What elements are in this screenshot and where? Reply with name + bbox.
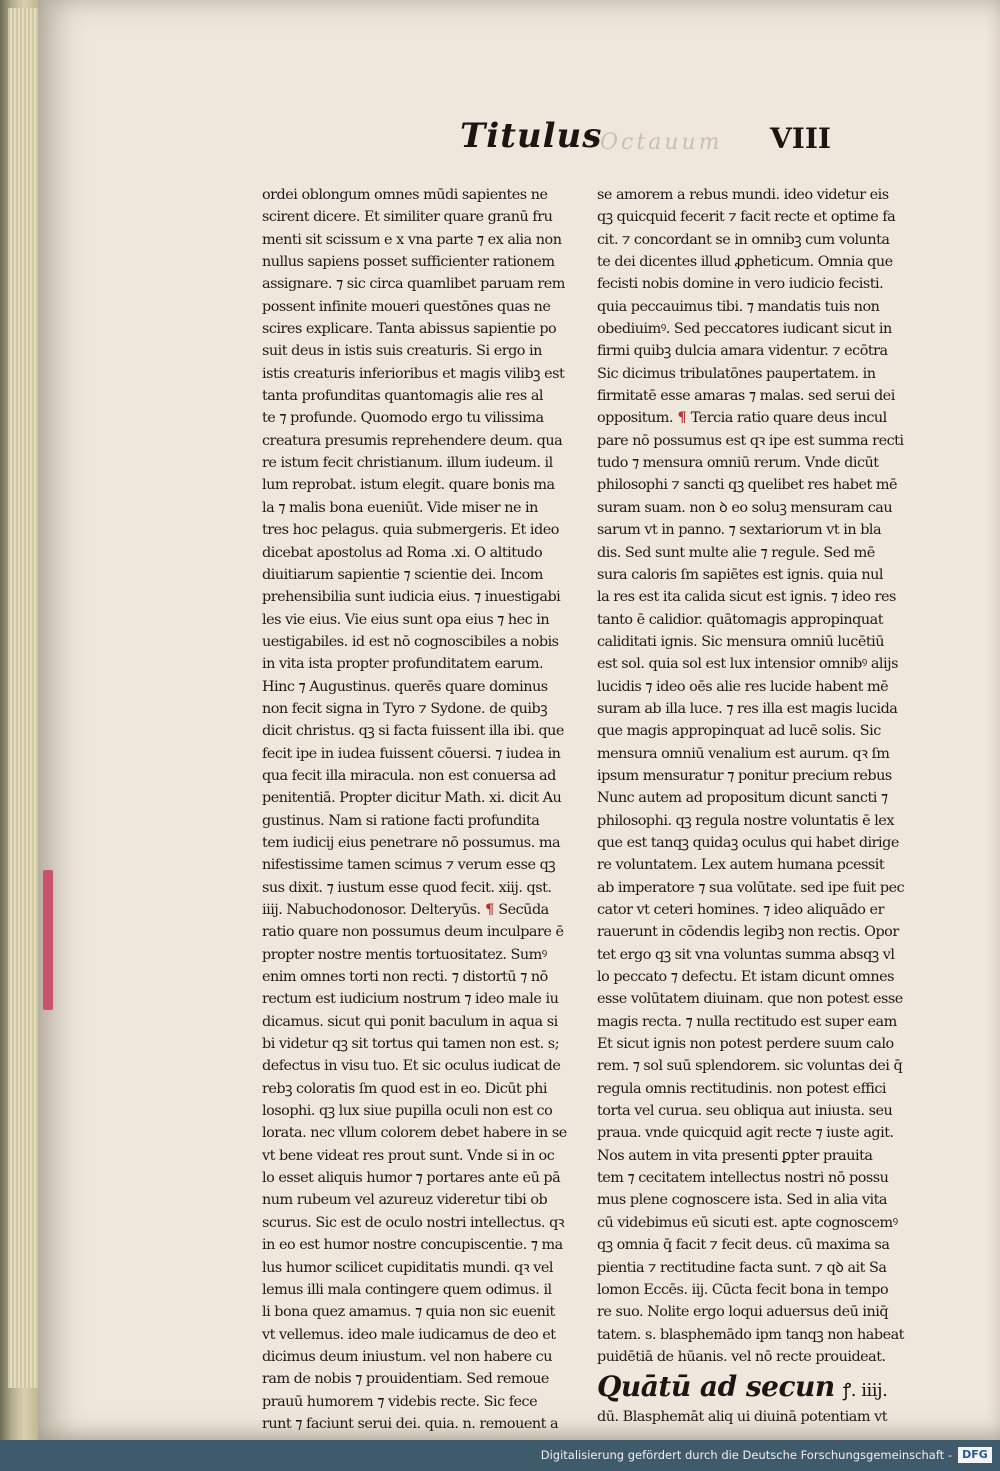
text-line bbox=[262, 787, 572, 809]
text-line bbox=[597, 720, 912, 742]
line-text: vt vellemus. ideo male iudicamus de deo et bbox=[262, 1326, 556, 1343]
line-text: lorata. nec vllum colorem debet habere in se bbox=[262, 1125, 567, 1142]
text-line bbox=[597, 1301, 912, 1323]
text-line bbox=[597, 1406, 912, 1428]
line-text: cū videbimus eū sicuti est. apte cognoscemꝰ bbox=[597, 1214, 898, 1231]
line-text: non fecit signa in Tyro ⁊ Sydone. de quibꝫ bbox=[262, 700, 548, 717]
text-line bbox=[262, 944, 572, 966]
text-line bbox=[597, 519, 912, 541]
text-line bbox=[597, 1011, 912, 1033]
line-text: menti sit scissum e x vna parte ⁊ ex alia non bbox=[262, 231, 562, 248]
line-text: rectum est iudicium nostrum ⁊ ideo male iu bbox=[262, 991, 559, 1008]
text-line bbox=[262, 966, 572, 988]
text-line bbox=[597, 1055, 912, 1077]
text-line bbox=[262, 318, 572, 340]
text-line bbox=[262, 229, 572, 251]
text-line bbox=[262, 1391, 572, 1413]
line-text: vt bene videat res prout sunt. Vnde si in oc bbox=[262, 1147, 555, 1164]
line-text: dicit christus. qꝫ si facta fuissent illa ibi. que bbox=[262, 723, 564, 740]
line-text: ipsum mensuratur ⁊ ponitur precium rebus bbox=[597, 767, 892, 784]
line-text: philosophi ⁊ sancti qꝫ quelibet res habet mē bbox=[597, 477, 897, 494]
line-text: ab imperatore ⁊ sua volūtate. sed ipe fuit pec bbox=[597, 879, 905, 896]
text-line bbox=[262, 430, 572, 452]
text-line bbox=[262, 206, 572, 228]
line-text: lucidis ⁊ ideo oēs alie res lucide habent mē bbox=[597, 678, 889, 695]
text-line bbox=[262, 1189, 572, 1211]
text-line bbox=[597, 1145, 912, 1167]
line-text: dicimus deum iniustum. vel non habere cu bbox=[262, 1348, 553, 1365]
text-line bbox=[262, 1122, 572, 1144]
text-line bbox=[262, 1257, 572, 1279]
text-line bbox=[597, 609, 912, 631]
section-heading: Quātū ad secun bbox=[597, 1370, 835, 1404]
line-text: pientia ⁊ rectitudine facta sunt. ⁊ qꝺ ait Sa bbox=[597, 1259, 887, 1276]
line-text: sus dixit. ⁊ iustum esse quod fecit. xiij. qst. bbox=[262, 879, 552, 896]
line-text: rauerunt in cōdendis legibꝫ non rectis. Opor bbox=[597, 924, 899, 941]
line-text: regula omnis rectitudinis. non potest effici bbox=[597, 1080, 887, 1097]
text-line bbox=[597, 363, 912, 385]
text-line bbox=[262, 765, 572, 787]
line-text: qua fecit illa miracula. non est conuersa ad bbox=[262, 767, 556, 784]
text-line bbox=[597, 966, 912, 988]
text-line bbox=[597, 698, 912, 720]
text-line bbox=[262, 586, 572, 608]
rubric-marker: ¶ bbox=[673, 409, 691, 427]
line-text: tudo ⁊ mensura omniū rerum. Vnde dicūt bbox=[597, 455, 879, 472]
book-edge bbox=[0, 0, 40, 1440]
text-line bbox=[262, 653, 572, 675]
text-line bbox=[597, 1078, 912, 1100]
text-line bbox=[262, 474, 572, 496]
section-heading-line bbox=[597, 1368, 912, 1406]
text-line bbox=[262, 1324, 572, 1346]
line-text: lemus illi mala contingere quem odimus. il bbox=[262, 1281, 552, 1298]
text-line bbox=[597, 407, 912, 429]
line-text: tres hoc pelagus. quia submergeris. Et ideo bbox=[262, 522, 559, 539]
folio-number: VIII bbox=[770, 122, 832, 155]
text-line bbox=[597, 854, 912, 876]
line-text: creatura presumis reprehendere deum. qua bbox=[262, 432, 563, 449]
line-text: cit. ⁊ concordant se in omnibꝫ cum volunta bbox=[597, 231, 890, 248]
text-line bbox=[262, 698, 572, 720]
line-text: sarum vt in panno. ⁊ sextariorum vt in bla bbox=[597, 522, 882, 539]
text-line bbox=[597, 988, 912, 1010]
text-line bbox=[597, 944, 912, 966]
text-line bbox=[597, 184, 912, 206]
text-line bbox=[262, 899, 572, 921]
footer-bar bbox=[0, 1440, 1000, 1471]
line-text: firmitatē esse amaras ⁊ malas. sed serui dei bbox=[597, 388, 895, 405]
rubric-word: Tercia ratio quare deus incul bbox=[690, 410, 887, 427]
line-text: uestigabiles. id est nō cognoscibiles a nobis bbox=[262, 633, 559, 650]
line-text: penitentiā. Propter dicitur Math. xi. dicit Au bbox=[262, 790, 562, 807]
text-line bbox=[262, 340, 572, 362]
text-line bbox=[262, 452, 572, 474]
text-line bbox=[262, 609, 572, 631]
text-line bbox=[597, 787, 912, 809]
line-text: fecisti nobis domine in vero iudicio fecisti. bbox=[597, 276, 884, 293]
line-text: te dei dicentes illud ꝓpheticum. Omnia que bbox=[597, 254, 893, 271]
page-stack bbox=[8, 8, 39, 1388]
line-text: enim omnes torti non recti. ⁊ distortū ⁊ nō bbox=[262, 969, 548, 986]
line-text: se amorem a rebus mundi. ideo videtur eis bbox=[597, 187, 889, 203]
line-text: iiij. Nabuchodonosor. Delteryūs. bbox=[262, 902, 481, 918]
text-line bbox=[262, 1011, 572, 1033]
text-line bbox=[262, 1145, 572, 1167]
line-text: propter nostre mentis tortuositatez. Sumꝰ bbox=[262, 946, 547, 963]
text-line bbox=[597, 542, 912, 564]
text-line bbox=[262, 385, 572, 407]
text-line bbox=[262, 1033, 572, 1055]
text-line bbox=[597, 497, 912, 519]
line-text: num rubeum vel azureuz videretur tibi ob bbox=[262, 1192, 548, 1209]
line-text: qꝫ omnia q̄ facit ⁊ fecit deus. cū maxima sa bbox=[597, 1237, 890, 1254]
running-head bbox=[420, 112, 850, 162]
line-text: la res est ita calida sicut est ignis. ⁊ ideo res bbox=[597, 589, 896, 606]
line-text: diuitiarum sapientie ⁊ scientie dei. Incom bbox=[262, 566, 543, 583]
line-text: gustinus. Nam si ratione facti profundita bbox=[262, 812, 540, 829]
line-text: caliditati ignis. Sic mensura omniū lucētiū bbox=[597, 633, 885, 650]
text-line bbox=[597, 877, 912, 899]
line-text: pare nō possumus est qꝛ ipe est summa recti bbox=[597, 432, 904, 449]
text-line bbox=[262, 1055, 572, 1077]
line-text: tatem. s. blasphemādo ipm tanqꝫ non habeat bbox=[597, 1326, 904, 1343]
dfg-logo: DFG bbox=[958, 1447, 992, 1463]
text-line bbox=[262, 1234, 572, 1256]
line-text: lus humor scilicet cupiditatis mundi. qꝛ vel bbox=[262, 1259, 553, 1276]
text-line bbox=[597, 318, 912, 340]
text-line bbox=[597, 1212, 912, 1234]
line-text: la ⁊ malis bona eueniūt. Vide miser ne in bbox=[262, 499, 538, 516]
funding-credit: Digitalisierung gefördert durch die Deutsche Forschungsgemeinschaft - bbox=[540, 1448, 952, 1462]
line-text: scurus. Sic est de oculo nostri intellectus. qꝛ bbox=[262, 1214, 565, 1231]
line-text: te ⁊ profunde. Quomodo ergo tu vilissima bbox=[262, 410, 544, 427]
line-text: assignare. ⁊ sic circa quamlibet paruam rem bbox=[262, 276, 565, 293]
text-line bbox=[262, 676, 572, 698]
text-line bbox=[597, 743, 912, 765]
text-line bbox=[262, 854, 572, 876]
text-line bbox=[262, 407, 572, 429]
text-line bbox=[597, 1279, 912, 1301]
line-text: torta vel curua. seu obliqua aut iniusta. seu bbox=[597, 1103, 893, 1120]
text-line bbox=[597, 251, 912, 273]
line-text: tet ergo qꝫ sit vna voluntas summa absqꝫ vl bbox=[597, 946, 895, 963]
text-line bbox=[262, 1212, 572, 1234]
line-text: ratio quare non possumus deum inculpare ē bbox=[262, 924, 564, 941]
line-text: scires explicare. Tanta abissus sapientie po bbox=[262, 321, 557, 338]
line-text: Nos autem in vita presenti ꝑpter prauita bbox=[597, 1147, 873, 1164]
line-text: possent infinite moueri questōnes quas ne bbox=[262, 298, 551, 315]
text-line bbox=[597, 586, 912, 608]
text-line bbox=[262, 832, 572, 854]
line-text: puidētiā de hūanis. vel nō recte prouideat. bbox=[597, 1348, 886, 1365]
text-line bbox=[262, 1100, 572, 1122]
line-text: rem. ⁊ sol suū splendorem. sic voluntas dei q̄ bbox=[597, 1058, 903, 1075]
bookmark-ribbon bbox=[43, 870, 53, 1010]
text-line bbox=[262, 363, 572, 385]
text-line bbox=[262, 542, 572, 564]
text-line bbox=[262, 564, 572, 586]
line-text: lo esset aliquis humor ⁊ portares ante eū pā bbox=[262, 1170, 561, 1187]
line-text: bi videtur qꝫ sit tortus qui tamen non est. s; bbox=[262, 1036, 560, 1053]
line-text: rebꝫ coloratis ſm quod est in eo. Dicūt phi bbox=[262, 1080, 547, 1097]
text-line bbox=[262, 184, 572, 206]
line-text: praua. vnde quicquid agit recte ⁊ iuste agit. bbox=[597, 1125, 894, 1142]
line-text: tem iudicij eius penetrare nō possumus. ma bbox=[262, 834, 561, 851]
text-line bbox=[597, 676, 912, 698]
text-line bbox=[597, 1033, 912, 1055]
line-text: tem ⁊ cecitatem intellectus nostri nō possu bbox=[597, 1170, 889, 1187]
text-line bbox=[597, 1167, 912, 1189]
text-line bbox=[597, 1324, 912, 1346]
show-through-text: Octauum bbox=[600, 130, 723, 155]
text-line bbox=[597, 1100, 912, 1122]
line-text: les vie eius. Vie eius sunt opa eius ⁊ hec in bbox=[262, 611, 550, 628]
line-text: re voluntatem. Lex autem humana pcessit bbox=[597, 857, 885, 874]
text-line bbox=[262, 988, 572, 1010]
text-line bbox=[262, 921, 572, 943]
text-line bbox=[597, 340, 912, 362]
line-text: que est tanqꝫ quidaꝫ oculus qui habet dirige bbox=[597, 834, 899, 851]
line-text: dū. Blasphemāt aliq ui diuinā potentiam vt bbox=[597, 1409, 888, 1426]
line-text: sura caloris ſm sapiētes est ignis. quia nul bbox=[597, 566, 883, 583]
text-line bbox=[597, 631, 912, 653]
line-text: Sic dicimus tribulatōnes paupertatem. in bbox=[597, 365, 876, 382]
line-text: lum reprobat. istum elegit. quare bonis ma bbox=[262, 477, 555, 494]
text-line bbox=[597, 474, 912, 496]
line-text: lo peccato ⁊ defectu. Et istam dicunt omnes bbox=[597, 969, 895, 986]
running-title: Titulus bbox=[460, 116, 603, 156]
left-text-column bbox=[262, 184, 572, 1435]
text-line bbox=[597, 810, 912, 832]
line-text: fecit ipe in iudea fuissent cōuersi. ⁊ iudea in bbox=[262, 745, 561, 762]
line-text: dis. Sed sunt multe alie ⁊ regule. Sed mē bbox=[597, 544, 875, 561]
text-line bbox=[262, 296, 572, 318]
text-line bbox=[597, 296, 912, 318]
line-text: suram suam. non ꝺ eo soluꝫ mensuram cau bbox=[597, 499, 893, 516]
text-line bbox=[262, 1346, 572, 1368]
line-text: que magis appropinquat ad lucē solis. Sic bbox=[597, 723, 881, 740]
line-text: losophi. qꝫ lux siue pupilla oculi non est co bbox=[262, 1103, 553, 1120]
text-line bbox=[262, 810, 572, 832]
line-text: tanto ē calidior. quātomagis appropinquat bbox=[597, 611, 883, 628]
line-text: cator vt ceteri homines. ⁊ ideo aliquādo er bbox=[597, 902, 884, 918]
rubric-word: Secūda bbox=[498, 902, 549, 918]
line-text: Et sicut ignis non potest perdere suum calo bbox=[597, 1036, 894, 1053]
text-line bbox=[597, 1189, 912, 1211]
line-text: mensura omniū venalium est aurum. qꝛ ſm bbox=[597, 745, 890, 762]
text-line bbox=[597, 1257, 912, 1279]
line-text: est sol. quia sol est lux intensior omnibꝰ alijs bbox=[597, 656, 898, 673]
line-text: runt ⁊ faciunt serui dei. quia. n. remouent a bbox=[262, 1415, 559, 1432]
section-marker: ꝭ. iiij. bbox=[842, 1380, 888, 1402]
text-line bbox=[597, 564, 912, 586]
text-line bbox=[597, 921, 912, 943]
text-line bbox=[597, 430, 912, 452]
line-text: dicebat apostolus ad Roma .xi. O altitudo bbox=[262, 544, 543, 561]
line-text: li bona quez amamus. ⁊ quia non sic euenit bbox=[262, 1304, 555, 1321]
text-line bbox=[262, 743, 572, 765]
line-text: qꝫ quicquid fecerit ⁊ facit recte et optime fa bbox=[597, 209, 896, 226]
text-line bbox=[597, 206, 912, 228]
line-text: philosophi. qꝫ regula nostre voluntatis ē lex bbox=[597, 812, 894, 829]
text-line bbox=[262, 273, 572, 295]
text-line bbox=[262, 519, 572, 541]
line-text: mus plene cognoscere ista. Sed in alia vita bbox=[597, 1192, 887, 1209]
text-line bbox=[597, 653, 912, 675]
text-line bbox=[597, 899, 912, 921]
line-text: Hinc ⁊ Augustinus. querēs quare dominus bbox=[262, 678, 548, 695]
text-line bbox=[597, 1122, 912, 1144]
line-text: re suo. Nolite ergo loqui aduersus deū iniq̄ bbox=[597, 1304, 889, 1321]
line-text: ordei oblongum omnes mūdi sapientes ne bbox=[262, 187, 548, 203]
line-text: tanta profunditas quantomagis alie res al bbox=[262, 388, 544, 405]
line-text: magis recta. ⁊ nulla rectitudo est super eam bbox=[597, 1013, 897, 1030]
text-line bbox=[597, 1346, 912, 1368]
right-text-column bbox=[597, 184, 912, 1429]
line-text: oppositum. bbox=[597, 410, 674, 427]
text-line bbox=[597, 273, 912, 295]
text-line bbox=[262, 720, 572, 742]
text-line bbox=[597, 765, 912, 787]
line-text: prehensibilia sunt iudicia eius. ⁊ inuestigabi bbox=[262, 589, 561, 606]
text-line bbox=[262, 251, 572, 273]
text-line bbox=[262, 1167, 572, 1189]
text-line bbox=[262, 497, 572, 519]
line-text: scirent dicere. Et similiter quare granū fru bbox=[262, 209, 553, 226]
text-line bbox=[597, 385, 912, 407]
line-text: ram de nobis ⁊ prouidentiam. Sed remoue bbox=[262, 1371, 549, 1388]
line-text: Nunc autem ad propositum dicunt sancti ⁊ bbox=[597, 790, 888, 807]
line-text: dicamus. sicut qui ponit baculum in aqua si bbox=[262, 1013, 558, 1030]
line-text: re istum fecit christianum. illum iudeum. il bbox=[262, 455, 553, 472]
text-line bbox=[262, 1078, 572, 1100]
text-line bbox=[597, 452, 912, 474]
line-text: defectus in visu tuo. Et sic oculus iudicat de bbox=[262, 1058, 561, 1075]
text-line bbox=[597, 229, 912, 251]
text-line bbox=[262, 1279, 572, 1301]
line-text: firmi quibꝫ dulcia amara videntur. ⁊ ecōtra bbox=[597, 343, 888, 360]
line-text: obediuimꝰ. Sed peccatores iudicant sicut in bbox=[597, 321, 892, 338]
line-text: in eo est humor nostre concupiscentie. ⁊ ma bbox=[262, 1237, 563, 1254]
text-line bbox=[262, 877, 572, 899]
line-text: istis creaturis inferioribus et magis vilibꝫ est bbox=[262, 365, 565, 382]
line-text: prauū humorem ⁊ videbis recte. Sic fece bbox=[262, 1393, 538, 1410]
rubric-marker: ¶ bbox=[480, 901, 499, 918]
line-text: quia peccauimus tibi. ⁊ mandatis tuis non bbox=[597, 298, 880, 315]
line-text: suram ab illa luce. ⁊ res illa est magis lucida bbox=[597, 700, 898, 717]
text-line bbox=[262, 1413, 572, 1435]
line-text: nifestissime tamen scimus ⁊ verum esse qꝫ bbox=[262, 857, 556, 874]
line-text: lomon Eccēs. iij. Cūcta fecit bona in tempo bbox=[597, 1281, 889, 1298]
text-line bbox=[262, 1301, 572, 1323]
text-line bbox=[597, 832, 912, 854]
line-text: in vita ista propter profunditatem earum. bbox=[262, 656, 544, 673]
text-line bbox=[262, 1368, 572, 1390]
text-line bbox=[262, 631, 572, 653]
line-text: suit deus in istis suis creaturis. Si ergo in bbox=[262, 343, 542, 360]
line-text: nullus sapiens posset sufficienter rationem bbox=[262, 254, 555, 271]
text-line bbox=[597, 1234, 912, 1256]
line-text: esse volūtatem diuinam. que non potest esse bbox=[597, 991, 903, 1008]
